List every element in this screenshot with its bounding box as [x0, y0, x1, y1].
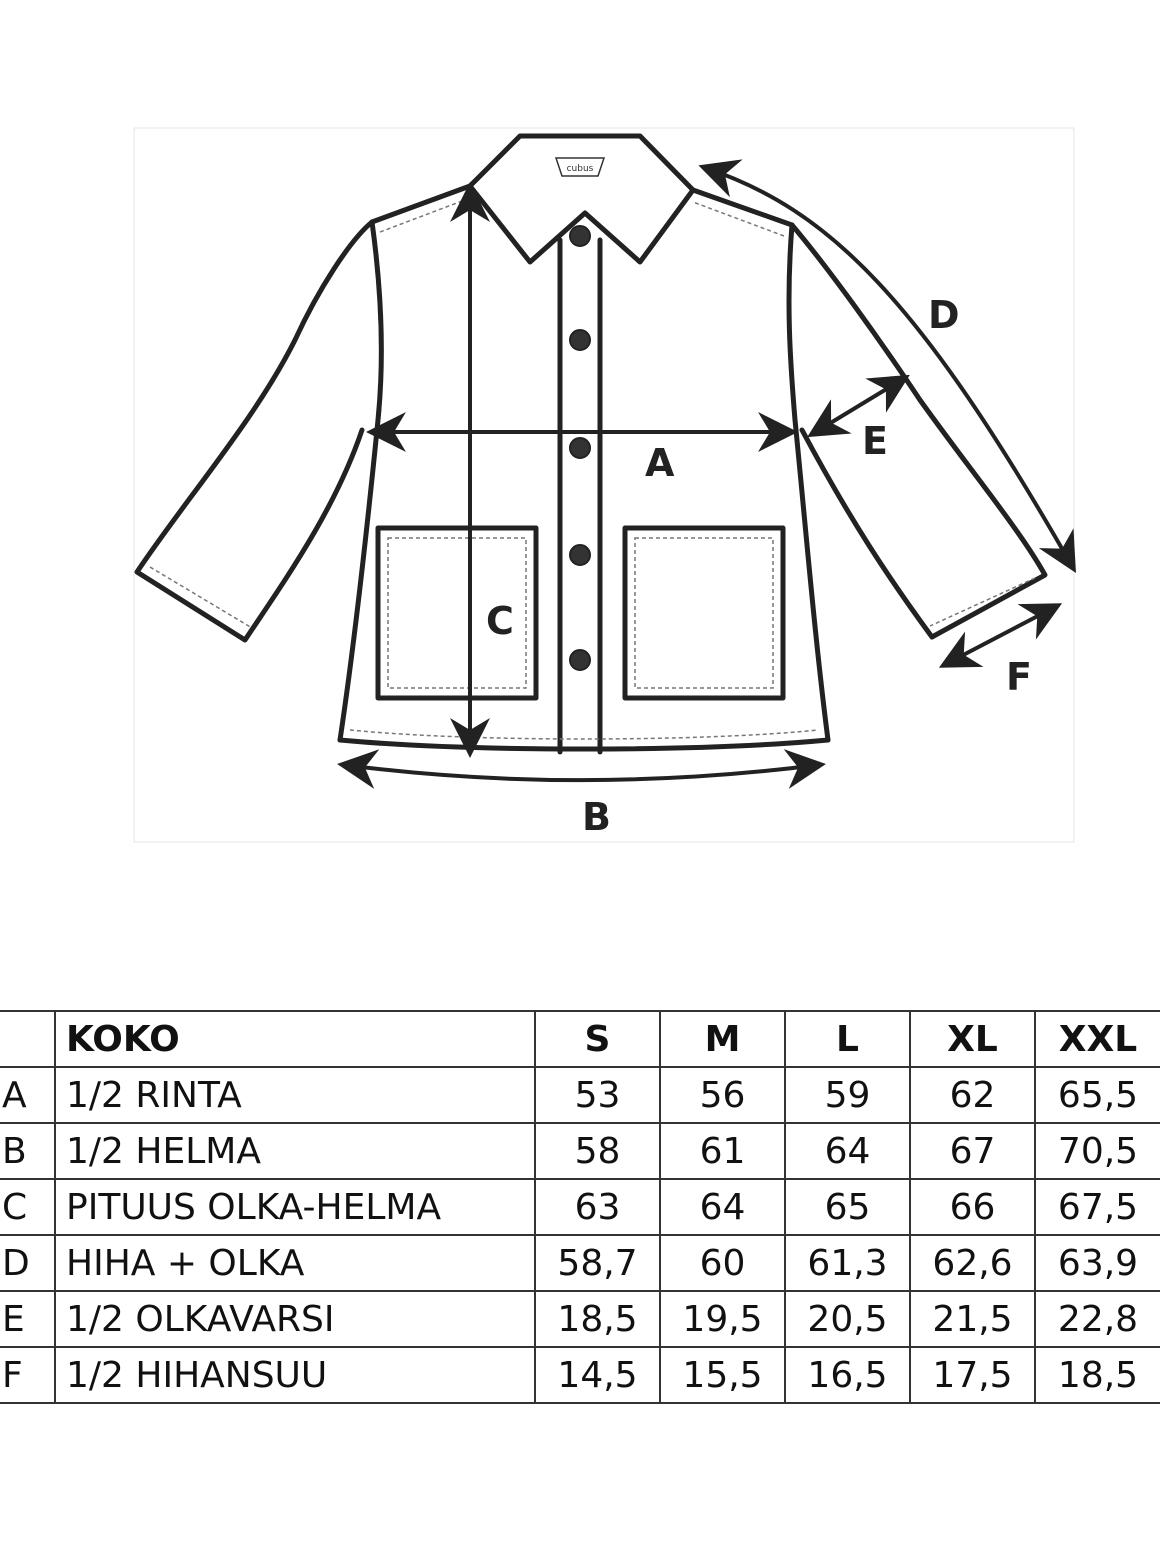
arrow-f — [946, 607, 1055, 664]
cell-value: 61 — [660, 1123, 785, 1179]
row-code: B — [0, 1123, 55, 1179]
cell-value: 15,5 — [660, 1347, 785, 1403]
row-label: 1/2 HIHANSUU — [55, 1347, 535, 1403]
header-size-xl: XL — [910, 1011, 1035, 1067]
cell-value: 56 — [660, 1067, 785, 1123]
arrow-b — [345, 765, 818, 780]
header-size-l: L — [785, 1011, 910, 1067]
cell-value: 67,5 — [1035, 1179, 1160, 1235]
row-label: PITUUS OLKA-HELMA — [55, 1179, 535, 1235]
svg-text:cubus: cubus — [566, 164, 594, 174]
cell-value: 63 — [535, 1179, 660, 1235]
cell-value: 19,5 — [660, 1291, 785, 1347]
cell-value: 61,3 — [785, 1235, 910, 1291]
row-code: A — [0, 1067, 55, 1123]
cell-value: 65,5 — [1035, 1067, 1160, 1123]
cell-value: 64 — [785, 1123, 910, 1179]
header-koko: KOKO — [55, 1011, 535, 1067]
table-row — [0, 1235, 1160, 1291]
table-row — [0, 1123, 1160, 1179]
cell-value: 59 — [785, 1067, 910, 1123]
cell-value: 14,5 — [535, 1347, 660, 1403]
cell-value: 17,5 — [910, 1347, 1035, 1403]
cell-value: 66 — [910, 1179, 1035, 1235]
table-header-row — [0, 1011, 1160, 1067]
label-f: F — [1006, 655, 1032, 699]
cell-value: 21,5 — [910, 1291, 1035, 1347]
label-c: C — [486, 599, 514, 643]
cell-value: 64 — [660, 1179, 785, 1235]
row-code: D — [0, 1235, 55, 1291]
table-row — [0, 1347, 1160, 1403]
header-size-m: M — [660, 1011, 785, 1067]
row-label: 1/2 HELMA — [55, 1123, 535, 1179]
header-code — [0, 1011, 55, 1067]
label-d: D — [928, 293, 960, 337]
cell-value: 60 — [660, 1235, 785, 1291]
cell-value: 62,6 — [910, 1235, 1035, 1291]
table-row — [0, 1067, 1160, 1123]
label-e: E — [862, 419, 888, 463]
cell-value: 70,5 — [1035, 1123, 1160, 1179]
cell-value: 18,5 — [535, 1291, 660, 1347]
label-a: A — [645, 441, 675, 485]
row-label: 1/2 RINTA — [55, 1067, 535, 1123]
row-label: 1/2 OLKAVARSI — [55, 1291, 535, 1347]
table-row — [0, 1179, 1160, 1235]
table-row — [0, 1291, 1160, 1347]
cell-value: 65 — [785, 1179, 910, 1235]
jacket-buttons — [570, 226, 590, 670]
cell-value: 22,8 — [1035, 1291, 1160, 1347]
cell-value: 63,9 — [1035, 1235, 1160, 1291]
cell-value: 53 — [535, 1067, 660, 1123]
header-size-s: S — [535, 1011, 660, 1067]
jacket-stitching — [150, 198, 1035, 739]
arrow-e — [814, 379, 903, 433]
row-code: F — [0, 1347, 55, 1403]
row-code: C — [0, 1179, 55, 1235]
cell-value: 67 — [910, 1123, 1035, 1179]
cell-value: 16,5 — [785, 1347, 910, 1403]
size-chart-table — [0, 1010, 1160, 1404]
cell-value: 20,5 — [785, 1291, 910, 1347]
cell-value: 58 — [535, 1123, 660, 1179]
cell-value: 62 — [910, 1067, 1035, 1123]
row-code: E — [0, 1291, 55, 1347]
label-b: B — [582, 795, 611, 839]
row-label: HIHA + OLKA — [55, 1235, 535, 1291]
brand-label-tag — [556, 158, 604, 176]
cell-value: 58,7 — [535, 1235, 660, 1291]
cell-value: 18,5 — [1035, 1347, 1160, 1403]
jacket-outline — [137, 136, 1045, 752]
header-size-xxl: XXL — [1035, 1011, 1160, 1067]
